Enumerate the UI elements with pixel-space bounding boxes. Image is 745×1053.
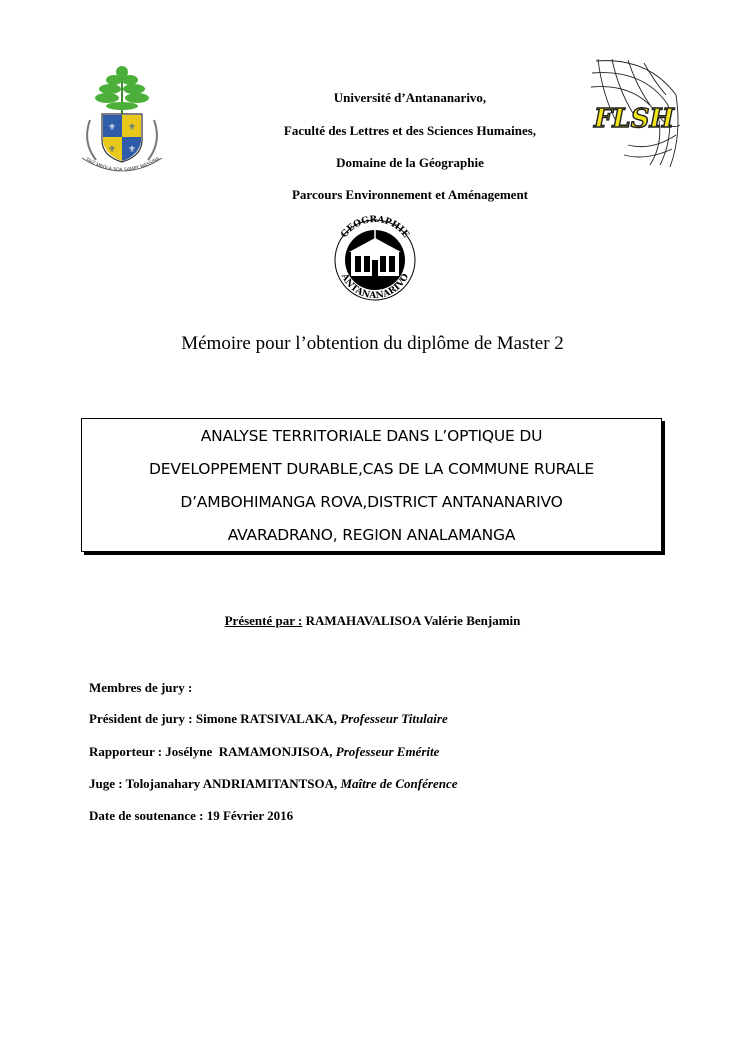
jury-juge (89, 776, 457, 792)
presented-label: Présenté par : (224, 613, 303, 628)
degree-subtitle: Mémoire pour l’obtention du diplôme de Master 2 (181, 333, 564, 354)
thesis-title-line: DEVELOPPEMENT DURABLE,CAS DE LA COMMUNE RURALE (149, 460, 594, 478)
jury-rapporteur (89, 744, 439, 760)
thesis-title-line: D’AMBOHIMANGA ROVA,DISTRICT ANTANANARIVO (180, 493, 563, 511)
thesis-title-line: ANALYSE TERRITORIALE DANS L’OPTIQUE DU (200, 427, 543, 445)
juge-title: Maître de Conférence (340, 776, 458, 791)
geography-logo (325, 212, 425, 304)
jury-president (89, 711, 448, 727)
svg-text:⚜: ⚜ (127, 145, 137, 155)
thesis-title-box (81, 418, 662, 552)
juge-label: Juge : Tolojanahary ANDRIAMITANTSOA, (89, 776, 338, 791)
university-name: Université d’Antananarivo, (333, 90, 487, 105)
rapporteur-title: Professeur Emérite (335, 744, 440, 759)
president-title: Professeur Titulaire (340, 711, 448, 726)
jury-heading: Membres de jury : (89, 680, 193, 695)
rapporteur-label: Rapporteur : Josélyne RAMAMONJISOA, (89, 744, 333, 759)
shield-icon (102, 114, 142, 162)
university-logo (72, 62, 172, 180)
defense-date: Date de soutenance : 19 Février 2016 (89, 808, 294, 823)
svg-text:⚜: ⚜ (107, 145, 117, 155)
domain-name: Domaine de la Géographie (336, 155, 484, 170)
presented-by (0, 613, 745, 629)
svg-text:⚜: ⚜ (127, 123, 137, 133)
building-icon (345, 230, 405, 290)
flsh-text: FLSH (593, 104, 675, 134)
faculty-name: Faculté des Lettres et des Sciences Humaines, (283, 123, 537, 138)
geo-bottom-text: ANTANANARIVO (338, 272, 412, 302)
svg-text:⚜: ⚜ (107, 123, 117, 133)
tree-icon (95, 66, 149, 114)
university-motto: TAIZ MBOLA SOA SAMPY MASSINA (84, 156, 161, 174)
president-label: Président de jury : Simone RATSIVALAKA, (89, 711, 337, 726)
author-name: RAMAHAVALISOA Valérie Benjamin (305, 613, 521, 628)
track-name: Parcours Environnement et Aménagement (291, 187, 529, 202)
geo-top-text: GEOGRAPHIE (339, 214, 411, 240)
thesis-title-line: AVARADRANO, REGION ANALAMANGA (227, 526, 516, 544)
